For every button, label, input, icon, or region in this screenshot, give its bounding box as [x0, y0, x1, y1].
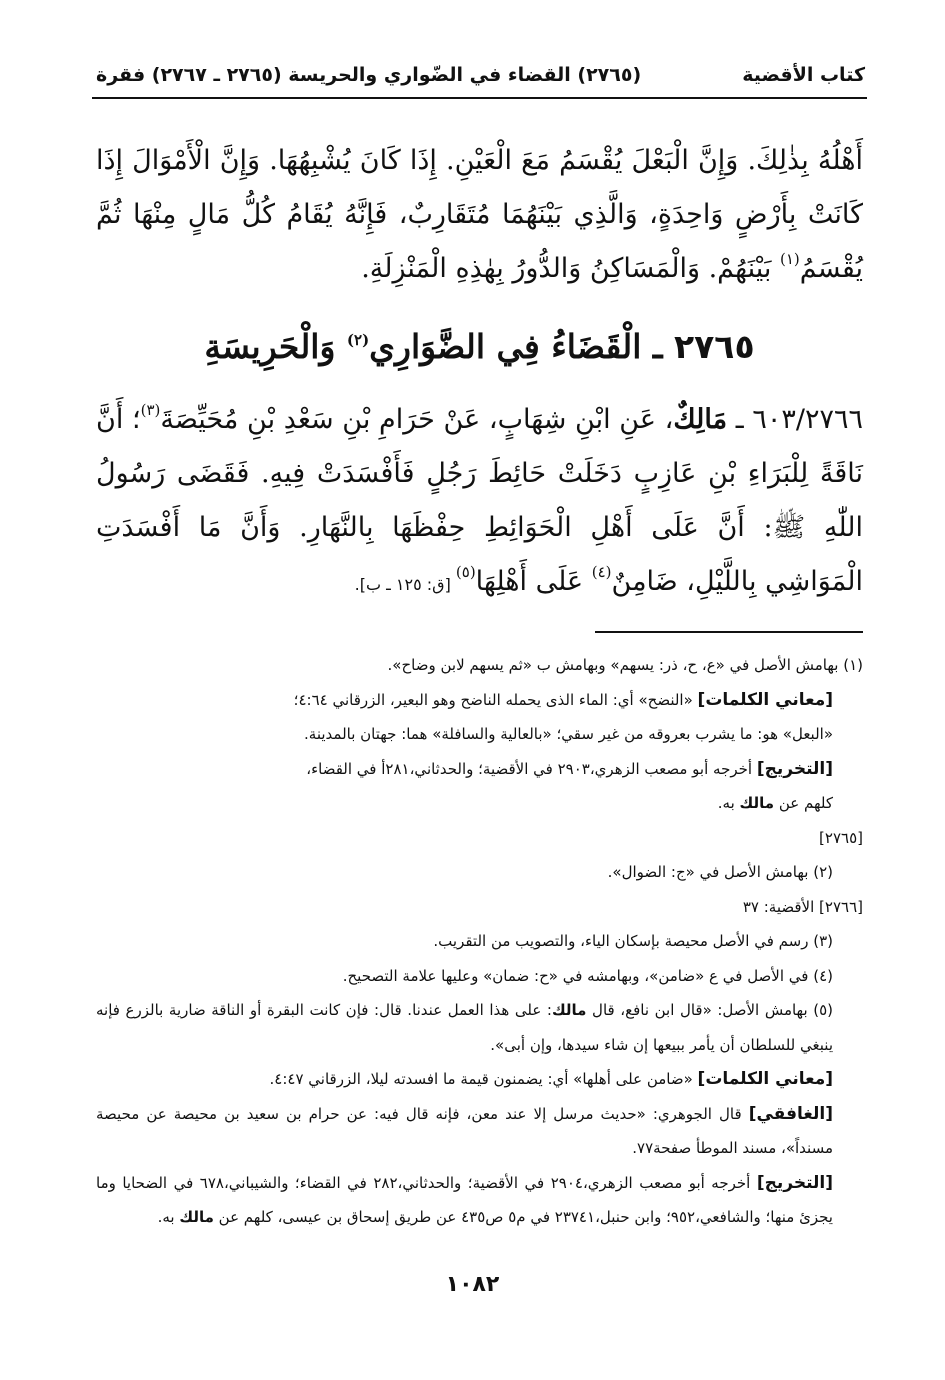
footnotes-block — [96, 648, 863, 1235]
section-title-text: الْقَضَاءُ فِي الضَّوَارِي — [369, 327, 642, 366]
takhrij-text-post: به. — [717, 794, 740, 812]
footnote-ref-4: (٤) — [591, 563, 612, 581]
takhrij-text: أخرجه أبو مصعب الزهري،٢٩٠٣ في الأقضية؛ والحدثاني،٢٨١أ في القضاء، — [306, 759, 757, 778]
hadith-number: ٦٠٣/٢٧٦٦ — [752, 404, 863, 435]
footnote-5-takhrij — [96, 1166, 863, 1235]
footnote-1-maani-cont: «البعل» هو: ما يشرب بعروقه من غير سقي؛ «بالعالية والسافلة» هما: جهتان بالمدينة. — [304, 725, 833, 743]
hadith-isnad: ، عَنِ ابْنِ شِهَابٍ، عَنْ حَرَامِ بْنِ سَعْدِ بْنِ مُحَيِّصَةَ — [160, 404, 674, 435]
maani-text: «النضح» أي: الماء الذى يحمله الناضح وهو البعير، الزرقاني ٤:٦٤؛ — [293, 690, 698, 709]
footnote-1-takhrij-cont — [96, 786, 863, 821]
footnote-divider — [595, 631, 863, 633]
maani-tag: [معاني الكلمات] — [697, 689, 833, 710]
running-header — [96, 60, 865, 92]
folio-reference: [ق: ١٢٥ ـ ب]. — [354, 575, 456, 594]
page-number: ١٠٨٢ — [445, 1272, 500, 1297]
fn5-malik: مالك — [551, 1001, 587, 1019]
paragraph-text-end: بَيْنَهُمْ. وَالْمَسَاكِنُ وَالدُّورُ بِهٰذِهِ الْمَنْزِلَةِ. — [361, 253, 780, 284]
narrator-name: مَالِكٌ — [673, 404, 728, 435]
maani-tag: [معاني الكلمات] — [697, 1069, 833, 1089]
footnote-ref-1: (١) — [779, 250, 800, 268]
footnote-5-ghafiqi — [96, 1097, 863, 1166]
takhrij-malik: مالك — [179, 1208, 214, 1226]
hadith-paragraph — [96, 393, 863, 612]
takhrij-tag: [التخريج] — [756, 1172, 833, 1193]
takhrij-tag: [التخريج] — [756, 758, 833, 779]
ghafiqi-tag: [الغافقي] — [748, 1103, 833, 1124]
book-title: كتاب الأقضية — [742, 64, 865, 86]
footnote-5 — [96, 993, 863, 1062]
section-dash: ـ — [641, 327, 675, 366]
section-number: ٢٧٦٥ — [674, 327, 755, 366]
ref-2766: [٢٧٦٦] الأقضية: ٣٧ — [742, 897, 863, 916]
footnote-3: (٣) رسم في الأصل محيصة بإسكان الياء، والتصويب من التقريب. — [433, 932, 833, 950]
header-divider — [92, 97, 867, 99]
footnote-2: (٢) بهامش الأصل في «ج: الضوال». — [607, 863, 833, 881]
maani-text: «ضامن على أهلها» أي: يضمنون قيمة ما افسدته ليلا، الزرقاني ٤:٤٧. — [269, 1070, 698, 1088]
ghafiqi-text: قال الجوهري: «حديث مرسل إلا عند معن، فإنه قال فيه: عن حرام بن سعيد بن محيصة عن محيصة مسنداً»، مسند الموطأ صفحة٧٧. — [96, 1104, 833, 1157]
footnote-1-takhrij — [96, 752, 863, 787]
takhrij-text-end: به. — [157, 1208, 180, 1226]
footnote-4: (٤) في الأصل في ع «ضامن»، وبهامشه في «ح: ضمان» وعليها علامة التصحيح. — [342, 966, 833, 985]
footnote-5-maani — [96, 1062, 863, 1097]
footnote-1-maani — [96, 683, 863, 718]
footnote-ref-2: (٢) — [346, 331, 370, 349]
section-heading — [96, 322, 863, 372]
hadith-dash: ـ — [727, 404, 753, 435]
ref-2765: [٢٧٦٥] — [819, 828, 863, 847]
takhrij-text-pre: كلهم عن — [774, 794, 833, 812]
footnote-ref-3: (٣) — [140, 401, 161, 419]
hadith-matn-end: عَلَى أَهْلِهَا — [475, 566, 592, 597]
hadith-matn: ؛ أَنَّ نَاقَةً لِلْبَرَاءِ بْنِ عَازِبٍ دَخَلَتْ حَائِطَ رَجُلٍ فَأَفْسَدَتْ فِيهِ. فَقَضَى رَسُولُ اللّٰهِ ﷺ: أَنَّ عَلَى أَهْلِ الْحَوَائِطِ حِفْظَهَا بِالنَّهَارِ. وَأَنَّ مَا أَفْسَدَتِ الْمَوَاشِي بِاللَّيْلِ، ضَامِنٌ — [96, 404, 863, 597]
section-title-end: وَالْحَرِيسَةِ — [204, 327, 347, 366]
paragraph-text: أَهْلُهُ بِذٰلِكَ. وَإِنَّ الْبَعْلَ يُقْسَمُ مَعَ الْعَيْنِ. إِذَا كَانَ يُشْبِهُهَا. وَإِنَّ الْأَمْوَالَ إِذَا كَانَتْ بِأَرْضٍ وَاحِدَةٍ، وَالَّذِي بَيْنَهُمَا مُتَقَارِبٌ، فَإِنَّهُ يُقَامُ كُلُّ مَالٍ مِنْهَا ثُمَّ يُقْسَمُ — [96, 145, 863, 284]
paragraph-continuation — [96, 134, 863, 296]
fn5-text-a: (٥) بهامش الأصل: «قال ابن نافع، قال — [586, 1001, 833, 1019]
fn5-text-b: : على هذا العمل عندنا. قال: فإن كانت البقرة أو الناقة ضارية بالزرع فإنه ينبغي للسلطان أن يأمر ببيعها إن شاء سيدها، وإن أبى». — [96, 1001, 833, 1054]
takhrij-malik: مالك — [739, 794, 775, 812]
takhrij-text: أخرجه أبو مصعب الزهري،٢٩٠٤ في الأقضية؛ والحدثاني،٢٨٢ في القضاء؛ والشيباني،٦٧٨ في الضحايا وما يجزئ منها؛ والشافعي،٩٥٢؛ وابن حنبل،٢٣٧٤١ في م٥ ص٤٣٥ عن طريق إسحاق بن عيسى، كلهم عن — [96, 1173, 833, 1226]
chapter-reference: (٢٧٦٥) القضاء في الضّواري والحريسة (٢٧٦٥ ـ ٢٧٦٧) فقرة — [96, 64, 642, 86]
footnote-1: (١) بهامش الأصل في «ع، ح، ذر: يسهم» وبهامش ب «ثم يسهم لابن وضاح». — [387, 656, 863, 674]
footnote-ref-5: (٥) — [455, 563, 476, 581]
